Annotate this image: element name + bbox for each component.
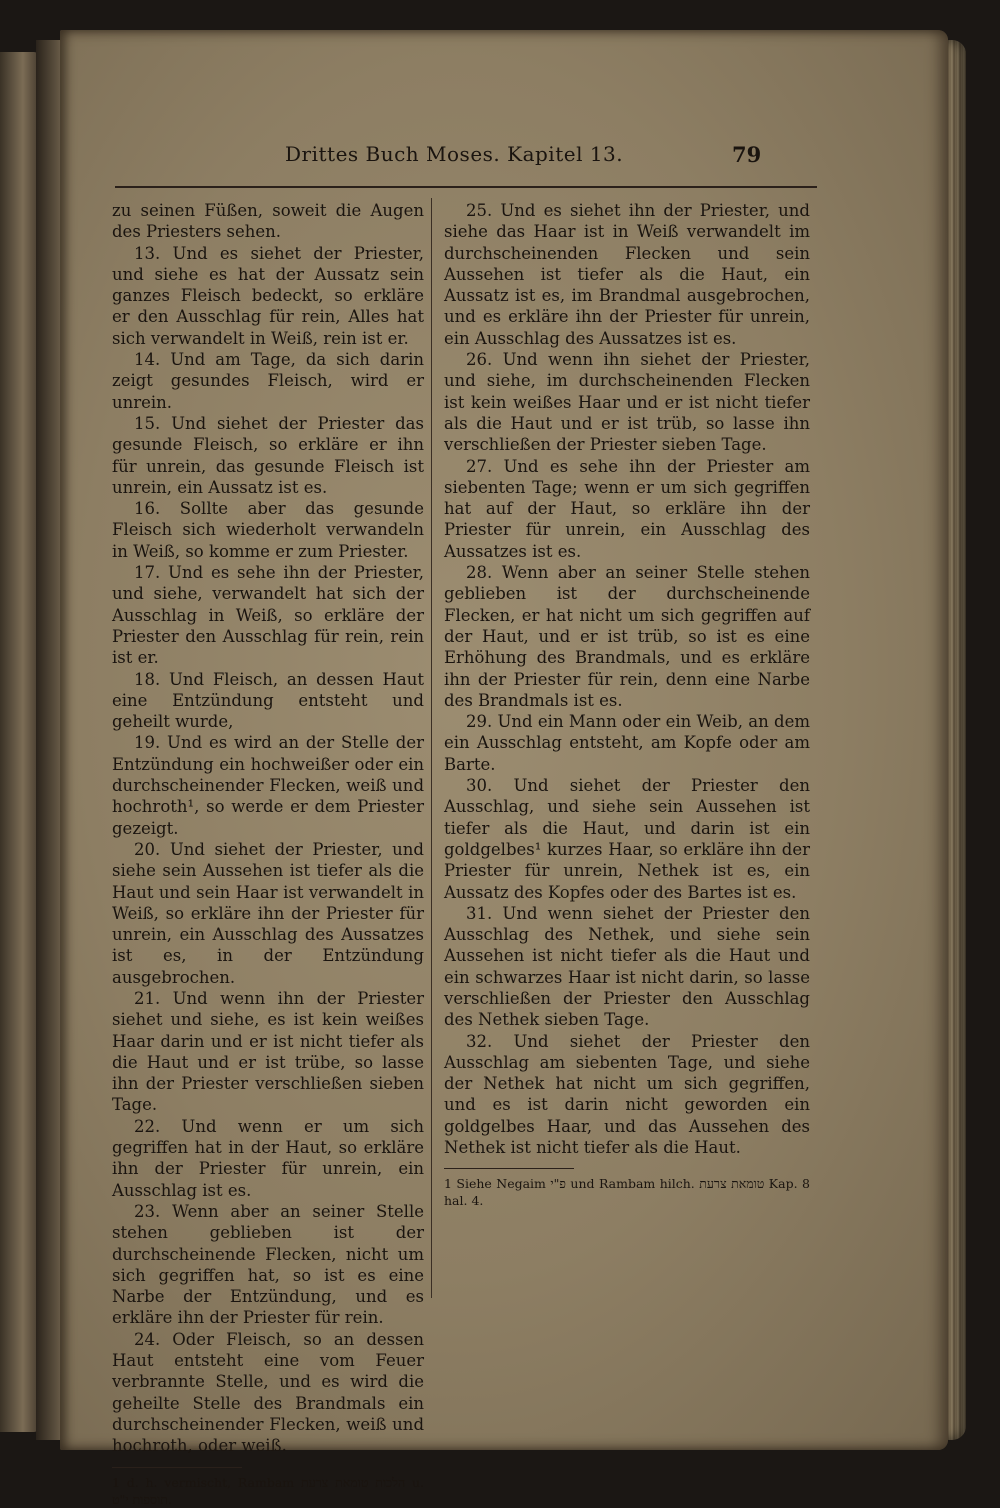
footnote-rule: [112, 1467, 242, 1468]
book-page: [60, 30, 948, 1507]
footnote: 1 d. h. vermischt, Rambam הלכות טומאת צרעת u. תוספות י"ט.: [112, 1474, 424, 1507]
column-divider: [431, 198, 432, 1298]
page-number: 79: [732, 142, 762, 167]
verse-paragraph: 29. Und ein Mann oder ein Weib, an dem ein Ausschlag entsteht, am Kopfe oder am Barte.: [444, 712, 810, 774]
verse-paragraph: 31. Und wenn siehet der Priester den Ausschlag des Nethek, und siehe sein Aussehen ist nicht tiefer als die Haut und ein schwarzes Haar ist nicht darin, so lasse verschließen der Priester den Ausschlag des Nethek sieben Tage.: [444, 903, 810, 1030]
verse-paragraph: 30. Und siehet der Priester den Ausschlag, und siehe sein Aussehen ist tiefer als die Haut, und darin ist ein goldgelbes¹ kurzes Haar, so erkläre ihn der Priester für unrein, Nethek ist es, ein Aussatz des Kopfes oder des Bartes ist es.: [444, 776, 810, 902]
verse-paragraph: 28. Wenn aber an seiner Stelle stehen geblieben ist der durchscheinende Flecken, er hat nicht um sich gegriffen auf der Haut, und er ist trüb, so ist es eine Erhöhung des Brandmals, und es erkläre ihn der Priester für rein, denn eine Narbe des Brandmals ist es.: [444, 563, 810, 710]
verse-paragraph: 22. Und wenn er um sich gegriffen hat in der Haut, so erkläre ihn der Priester für unrein, ein Ausschlag ist es.: [112, 1116, 424, 1200]
verse-paragraph: 27. Und es sehe ihn der Priester am siebenten Tage; wenn er um sich gegriffen hat auf der Haut, so erkläre ihn der Priester für unrein, ein Ausschlag des Aussatzes ist es.: [444, 456, 810, 561]
verse-paragraph: 18. Und Fleisch, an dessen Haut eine Entzündung entsteht und geheilt wurde,: [112, 669, 424, 732]
verse-paragraph: 32. Und siehet der Priester den Ausschlag am siebenten Tage, und siehe der Nethek hat nicht um sich gegriffen, und es ist darin nicht geworden ein goldgelbes Haar, und das Aussehen des Nethek ist nicht tiefer als die Haut.: [444, 1031, 810, 1158]
verse-paragraph: zu seinen Füßen, soweit die Augen des Priesters sehen.: [112, 201, 424, 242]
left-column: [112, 200, 424, 1508]
verse-paragraph: 15. Und siehet der Priester das gesunde Fleisch, so erkläre er ihn für unrein, das gesunde Fleisch ist unrein, ein Aussatz ist es.: [112, 413, 424, 497]
verse-paragraph: 25. Und es siehet ihn der Priester, und siehe das Haar ist in Weiß verwandelt im durchscheinenden Flecken und sein Aussehen ist tiefer als die Haut, ein Aussatz ist es, im Brandmal ausgebrochen, und es erkläre ihn der Priester für unrein, ein Ausschlag des Aussatzes ist es.: [444, 201, 810, 348]
verse-paragraph: 20. Und siehet der Priester, und siehe sein Aussehen ist tiefer als die Haut und sein Haar ist verwandelt in Weiß, so erkläre ihn der Priester für unrein, ein Ausschlag des Aussatzes ist es, in der Entzündung ausgebrochen.: [112, 839, 424, 987]
verse-paragraph: 17. Und es sehe ihn der Priester, und siehe, verwandelt hat sich der Ausschlag in Weiß, so erkläre der Priester den Ausschlag für rein, rein ist er.: [112, 563, 424, 668]
header-rule: [115, 186, 817, 188]
verse-paragraph: 14. Und am Tage, da sich darin zeigt gesundes Fleisch, wird er unrein.: [112, 350, 424, 412]
previous-page-edge: [0, 52, 38, 1432]
running-title: Drittes Buch Moses. Kapitel 13.: [285, 142, 624, 166]
verse-paragraph: 21. Und wenn ihn der Priester siehet und siehe, es ist kein weißes Haar darin und er ist nicht tiefer als die Haut und er ist trübe, so lasse ihn der Priester verschließen sieben Tage.: [112, 988, 424, 1115]
verse-paragraph: 19. Und es wird an der Stelle der Entzündung ein hochweißer oder ein durchscheinender Flecken, weiß und hochroth¹, so werde er dem Priester gezeigt.: [112, 733, 424, 838]
verse-paragraph: 23. Wenn aber an seiner Stelle stehen geblieben ist der durchscheinende Flecken, nicht um sich gegriffen hat, so ist es eine Narbe der Entzündung, und es erkläre ihn der Priester für rein.: [112, 1201, 424, 1328]
verse-paragraph: 16. Sollte aber das gesunde Fleisch sich wiederholt verwandeln in Weiß, so komme er zum Priester.: [112, 499, 424, 561]
verse-paragraph: 13. Und es siehet der Priester, und siehe es hat der Aussatz sein ganzes Fleisch bedeckt, so erkläre er den Ausschlag für rein, Alles hat sich verwandelt in Weiß, rein ist er.: [112, 243, 424, 348]
verse-paragraph: 24. Oder Fleisch, so an dessen Haut entsteht eine vom Feuer verbrannte Stelle, und es wird die geheilte Stelle des Brandmals ein durchscheinender Flecken, weiß und hochroth, oder weiß.: [112, 1329, 424, 1456]
footnote: 1 Siehe Negaim פ"י und Rambam hilch. טומאת צרעת Kap. 8 hal. 4.: [444, 1176, 810, 1209]
verse-paragraph: 26. Und wenn ihn siehet der Priester, und siehe, im durchscheinenden Flecken ist kein weißes Haar und er ist nicht tiefer als die Haut und er ist trüb, so lasse ihn verschließen der Priester sieben Tage.: [444, 350, 810, 455]
footnote-rule: [444, 1168, 574, 1169]
right-column: [444, 200, 810, 1209]
